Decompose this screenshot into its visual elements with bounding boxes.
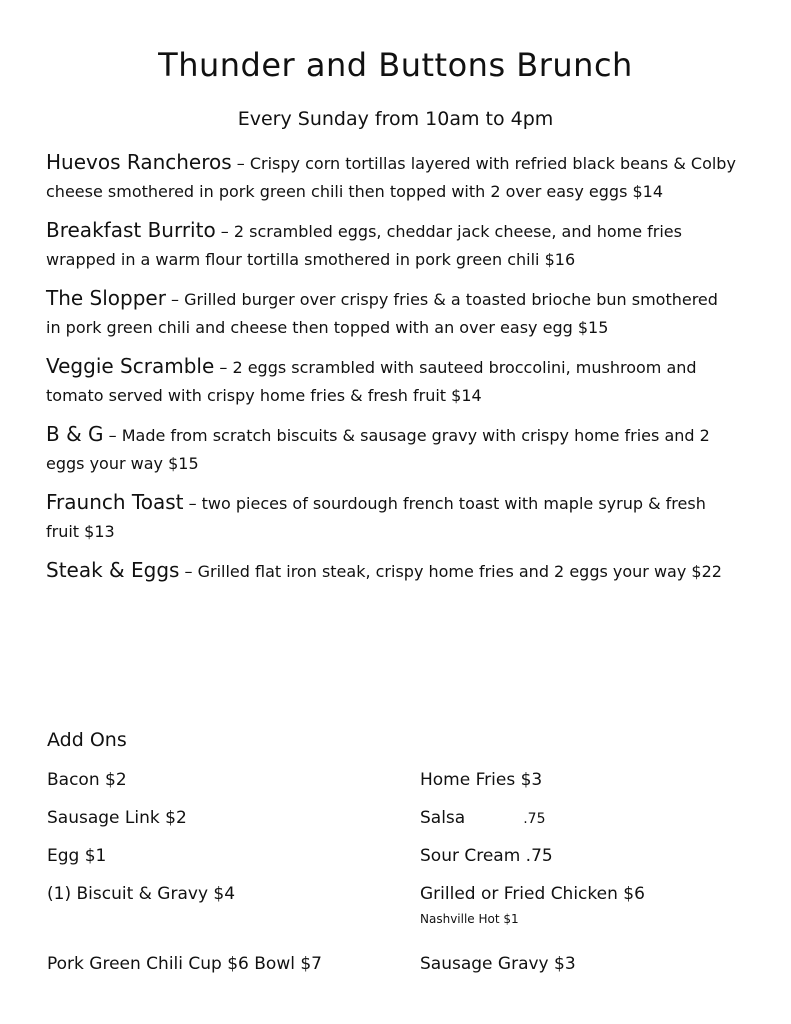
addon-chicken-note: Nashville Hot $1 — [420, 912, 519, 926]
addon-egg: Egg $1 — [47, 846, 107, 866]
addon-bacon: Bacon $2 — [47, 770, 127, 790]
menu-item — [46, 352, 736, 410]
menu-item-name: The Slopper — [46, 286, 166, 310]
menu-item-description: two pieces of sourdough french toast with maple syrup & fresh fruit $13 — [46, 494, 706, 541]
menu-item-separator: – — [214, 358, 233, 377]
addon-biscuit-gravy: (1) Biscuit & Gravy $4 — [47, 884, 236, 904]
menu-item-description: 2 eggs scrambled with sauteed broccolini, mushroom and tomato served with crispy home fries & fresh fruit $14 — [46, 358, 697, 405]
menu-item-separator: – — [179, 562, 198, 581]
menu-item-description: Grilled burger over crispy fries & a toasted brioche bun smothered in pork green chili and cheese then topped with an over easy egg $15 — [46, 290, 718, 337]
menu-item-separator: – — [103, 426, 122, 445]
addon-sausage-link: Sausage Link $2 — [47, 808, 187, 828]
menu-item-name: Fraunch Toast — [46, 490, 184, 514]
menu-item-separator: – — [183, 494, 202, 513]
addon-green-chili: Pork Green Chili Cup $6 Bowl $7 — [47, 954, 322, 974]
menu-item-name: Steak & Eggs — [46, 558, 180, 582]
menu-items-list — [46, 148, 736, 596]
addon-chicken: Grilled or Fried Chicken $6 — [420, 884, 645, 904]
addon-salsa — [420, 808, 545, 828]
menu-item — [46, 420, 736, 478]
addon-sausage-gravy: Sausage Gravy $3 — [420, 954, 576, 974]
menu-item-name: B & G — [46, 422, 104, 446]
menu-item-description: Crispy corn tortillas layered with refried black beans & Colby cheese smothered in pork green chili then topped with 2 over easy eggs $14 — [46, 154, 736, 201]
addons-heading: Add Ons — [47, 729, 127, 751]
menu-item — [46, 488, 736, 546]
menu-title: Thunder and Buttons Brunch — [158, 46, 633, 84]
menu-item — [46, 216, 736, 274]
menu-item-description: Grilled flat iron steak, crispy home fries and 2 eggs your way $22 — [197, 562, 722, 581]
addon-home-fries: Home Fries $3 — [420, 770, 543, 790]
menu-item — [46, 148, 736, 206]
menu-item — [46, 556, 736, 586]
menu-item-separator: – — [215, 222, 234, 241]
addon-salsa-price: .75 — [523, 811, 546, 827]
menu-item-name: Veggie Scramble — [46, 354, 215, 378]
menu-item-name: Breakfast Burrito — [46, 218, 216, 242]
menu-item-description: 2 scrambled eggs, cheddar jack cheese, and home fries wrapped in a warm flour tortilla smothered in pork green chili $16 — [46, 222, 682, 269]
menu-item-separator: – — [165, 290, 185, 309]
menu-item — [46, 284, 736, 342]
addon-sour-cream: Sour Cream .75 — [420, 846, 553, 866]
menu-item-separator: – — [231, 154, 250, 173]
menu-subtitle: Every Sunday from 10am to 4pm — [237, 108, 554, 130]
addon-salsa-label: Salsa — [420, 808, 466, 828]
menu-item-description: Made from scratch biscuits & sausage gravy with crispy home fries and 2 eggs your way $15 — [46, 426, 710, 473]
menu-item-name: Huevos Rancheros — [46, 150, 232, 174]
